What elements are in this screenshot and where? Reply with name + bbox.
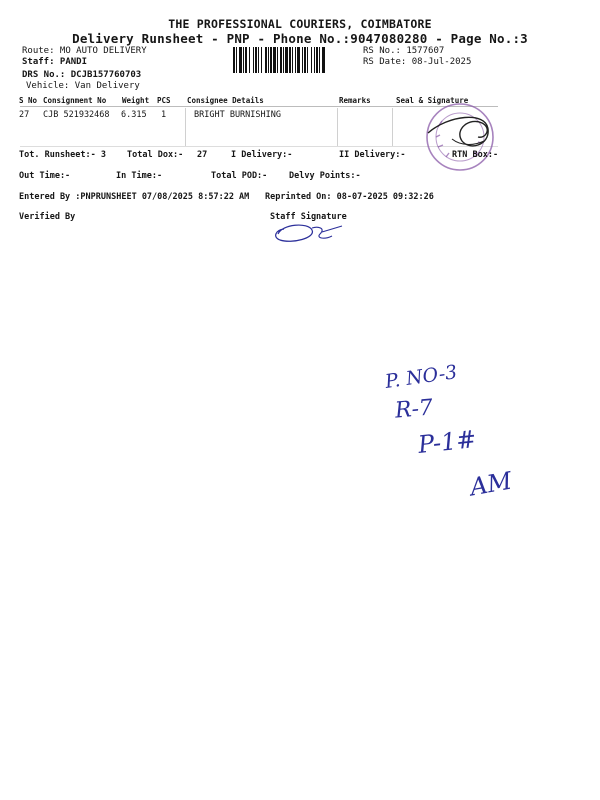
vehicle-label: Vehicle: Van Delivery	[26, 81, 140, 91]
table-divider	[337, 108, 338, 146]
staff-signature-label: Staff Signature	[270, 212, 347, 222]
drs-number: DRS No.: DCJB157760703	[22, 70, 142, 80]
ii-delivery-label: II Delivery:-	[339, 150, 406, 160]
in-time-label: In Time:-	[116, 171, 163, 181]
handwritten-initials: AM	[467, 466, 515, 502]
barcode-icon	[233, 47, 357, 73]
i-delivery-label: I Delivery:-	[231, 150, 293, 160]
table-divider	[392, 108, 393, 146]
table-row-weight: 6.315	[121, 110, 147, 120]
runsheet-subtitle: Delivery Runsheet - PNP - Phone No.:9047080280 - Page No.:3	[72, 31, 528, 46]
rs-date: RS Date: 08-Jul-2025	[363, 57, 472, 67]
col-header-sno: S No	[19, 96, 38, 105]
rtn-box-label: RTN Box:-	[452, 150, 499, 160]
handwritten-p-count: P-1#	[416, 425, 478, 459]
verified-by-label: Verified By	[19, 212, 76, 222]
route-label: Route: MO AUTO DELIVERY	[22, 46, 147, 56]
col-header-consignee: Consignee Details	[187, 96, 264, 105]
rs-number: RS No.: 1577607	[363, 46, 445, 56]
table-row-sno: 27	[19, 110, 30, 120]
table-row-pcs: 1	[161, 110, 167, 120]
table-divider	[185, 108, 186, 146]
total-dox-label: Total Dox:-	[127, 150, 184, 160]
delvy-points-label: Delvy Points:-	[289, 171, 361, 181]
total-runsheet: Tot. Runsheet:- 3	[19, 150, 106, 160]
col-header-weight: Weight	[122, 96, 150, 105]
col-header-seal-signature: Seal & Signature	[396, 96, 469, 105]
col-header-remarks: Remarks	[339, 96, 371, 105]
seal-stamp-icon	[418, 97, 500, 175]
staff-label: Staff: PANDI	[22, 57, 88, 67]
company-title: THE PROFESSIONAL COURIERS, COIMBATORE	[168, 17, 432, 31]
handwritten-page-no: P. NO-3	[383, 361, 459, 393]
table-row-consignee: BRIGHT BURNISHING	[194, 110, 281, 120]
entered-by: Entered By :PNPRUNSHEET 07/08/2025 8:57:22 AM	[19, 192, 250, 202]
reprinted-on: Reprinted On: 08-07-2025 09:32:26	[265, 192, 434, 202]
staff-signature-icon	[268, 220, 348, 246]
total-pod-label: Total POD:-	[211, 171, 268, 181]
col-header-pcs: PCS	[157, 96, 171, 105]
out-time-label: Out Time:-	[19, 171, 71, 181]
handwritten-r-count: R-7	[393, 395, 435, 424]
table-row-consignment: CJB 521932468	[43, 110, 110, 120]
total-dox-value: 27	[197, 150, 208, 160]
col-header-consignment: Consignment No	[43, 96, 107, 105]
